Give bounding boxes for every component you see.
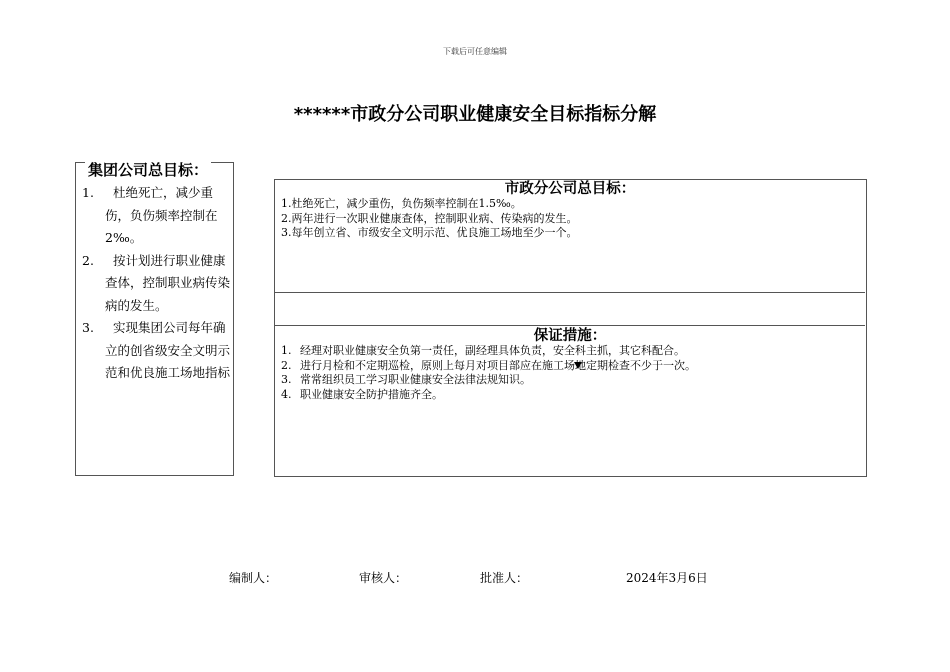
section-divider-bottom bbox=[274, 325, 865, 326]
branch-goal-item: 2.两年进行一次职业健康查体，控制职业病、传染病的发生。 bbox=[281, 211, 578, 225]
measure-item bbox=[281, 344, 696, 359]
group-goal-text: 实现集团公司每年确立的创省级安全文明示范和优良施工场地指标 bbox=[105, 320, 231, 380]
group-goal-text: 按计划进行职业健康查体，控制职业病传染病的发生。 bbox=[105, 252, 231, 313]
document-title: ******市政分公司职业健康安全目标指标分解 bbox=[293, 104, 657, 125]
group-goal-number: 3. bbox=[82, 320, 94, 335]
group-goal-item bbox=[80, 182, 232, 250]
reviewer-label: 审核人： bbox=[359, 571, 408, 585]
measure-item bbox=[281, 388, 696, 403]
measure-number: 2. bbox=[281, 358, 292, 372]
measures-heading: 保证措施： bbox=[533, 328, 607, 344]
group-goals-list bbox=[80, 182, 232, 385]
measure-number: 4. bbox=[281, 387, 292, 401]
group-goal-text: 杜绝死亡，减少重伤，负伤频率控制在2‰。 bbox=[105, 185, 218, 245]
measure-text: 经理对职业健康安全负第一责任，副经理具体负责，安全科主抓，其它科配合。 bbox=[300, 344, 685, 357]
measure-number: 1. bbox=[281, 344, 292, 357]
date-label: 2024年3月6日 bbox=[626, 571, 708, 585]
measure-item bbox=[281, 373, 696, 388]
measure-text: 进行月检和不定期巡检，原则上每月对项目部应在施工场地定期检查不少于一次。 bbox=[300, 358, 696, 372]
anchor-marker-icon bbox=[574, 362, 582, 369]
group-goal-item bbox=[80, 250, 232, 318]
header-note: 下载后可任意编辑 bbox=[443, 47, 507, 56]
measure-text: 职业健康安全防护措施齐全。 bbox=[300, 387, 443, 401]
measures-list bbox=[281, 344, 696, 402]
measure-item bbox=[281, 359, 696, 374]
group-goal-number: 2. bbox=[82, 252, 94, 268]
group-goal-item bbox=[80, 317, 232, 385]
group-goal-number: 1. bbox=[82, 185, 94, 200]
branch-goals-heading: 市政分公司总目标： bbox=[504, 181, 636, 197]
branch-goal-item: 3.每年创立省、市级安全文明示范、优良施工场地至少一个。 bbox=[281, 226, 578, 239]
section-divider-top bbox=[274, 292, 865, 293]
approver-label: 批准人： bbox=[480, 571, 529, 585]
measure-number: 3. bbox=[281, 373, 292, 386]
branch-goals-list bbox=[281, 197, 578, 241]
preparer-label: 编制人： bbox=[229, 571, 278, 585]
group-goals-heading: 集团公司总目标： bbox=[85, 160, 211, 180]
measure-text: 常常组织员工学习职业健康安全法律法规知识。 bbox=[300, 373, 531, 386]
branch-goal-item: 1.杜绝死亡，减少重伤，负伤频率控制在1.5‰。 bbox=[281, 197, 522, 210]
